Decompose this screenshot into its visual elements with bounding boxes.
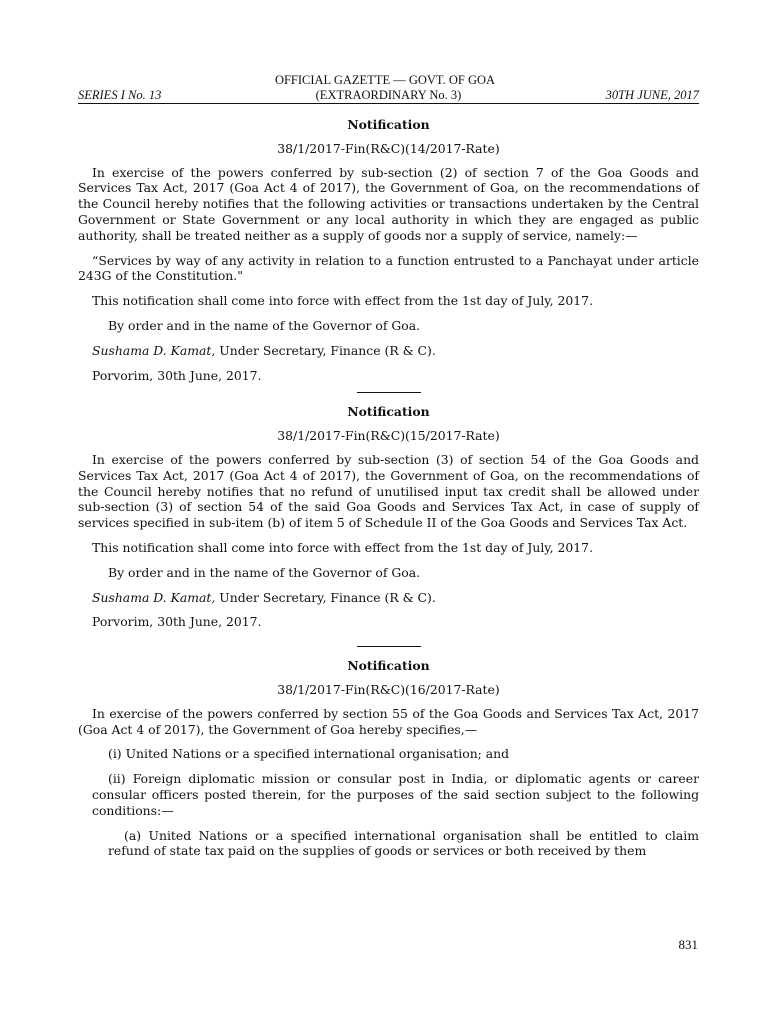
notification-paragraph: In exercise of the powers conferred by section 55 of the Goa Goods and Services Tax Act, 2017 (Goa Act 4 of 2017), the Government of Goa hereby specifies,— <box>78 705 699 737</box>
notification-quote: “Services by way of any activity in relation to a function entrusted to a Panchayat under article 243G of the Constitution." <box>78 252 699 284</box>
notification-signatory <box>78 590 699 606</box>
gazette-title: OFFICIAL GAZETTE — GOVT. OF GOA <box>274 73 496 87</box>
list-item-i: (i) United Nations or a specified international organisation; and <box>108 746 510 762</box>
gazette-series: SERIES I No. 13 <box>78 88 162 102</box>
signatory-title: Under Secretary, Finance (R & C). <box>215 589 436 605</box>
header-rule <box>78 103 699 104</box>
notification-place-date: Porvorim, 30th June, 2017. <box>92 614 262 630</box>
notification-paragraph: In exercise of the powers conferred by sub-section (2) of section 7 of the Goa Goods and Services Tax Act, 2017 (Goa Act 4 of 2017), the Government of Goa, on the recommendations of the Council hereby notifies that the following activities or transactions undertaken by the Central Government or State Government or any local authority in which they are engaged as public authority, shall be treated neither as a supply of goods nor a supply of service, namely:— <box>78 164 699 243</box>
notification-effective: This notification shall come into force with effect from the 1st day of July, 2017. <box>92 539 594 555</box>
gazette-header-row <box>78 87 699 103</box>
notification-paragraph: In exercise of the powers conferred by sub-section (3) of section 54 of the Goa Goods and Services Tax Act, 2017 (Goa Act 4 of 2017), the Government of Goa, on the recommendations of the Council hereby notifies that no refund of unutilised input tax credit shall be allowed under sub-section (3) of section 54 of the said Goa Goods and Services Tax Act, in case of supply of services specified in sub-item (b) of item 5 of Schedule II of the Goa Goods and Services Tax Act. <box>78 451 699 531</box>
notification-title: Notification <box>347 658 430 674</box>
notification-title: Notification <box>347 404 430 420</box>
signatory-name: Sushama D. Kamat, <box>92 589 216 605</box>
notification-place-date: Porvorim, 30th June, 2017. <box>92 367 262 383</box>
gazette-date: 30TH JUNE, 2017 <box>605 88 699 102</box>
notification-order: By order and in the name of the Governor of Goa. <box>108 317 421 333</box>
notification-ref: 38/1/2017-Fin(R&C)(16/2017-Rate) <box>277 681 500 697</box>
separator-rule <box>357 392 421 393</box>
signatory-name: Sushama D. Kamat, <box>92 342 216 358</box>
gazette-edition: (EXTRAORDINARY No. 3) <box>315 88 462 102</box>
notification-signatory <box>78 343 699 359</box>
notification-ref: 38/1/2017-Fin(R&C)(14/2017-Rate) <box>277 140 500 156</box>
notification-ref: 38/1/2017-Fin(R&C)(15/2017-Rate) <box>277 428 500 444</box>
document-body <box>78 116 699 868</box>
notification-title: Notification <box>347 117 430 132</box>
notification-order: By order and in the name of the Governor of Goa. <box>108 564 421 580</box>
page-number: 831 <box>678 937 698 952</box>
signatory-title: Under Secretary, Finance (R & C). <box>215 342 436 358</box>
list-item-ii: (ii) Foreign diplomatic mission or consular post in India, or diplomatic agents or career consular officers posted therein, for the purposes of the said section subject to the following conditions:— <box>92 771 699 818</box>
separator-rule <box>357 646 421 647</box>
notification-effective: This notification shall come into force with effect from the 1st day of July, 2017. <box>92 293 594 309</box>
list-item-a: (a) United Nations or a specified international organisation shall be entitled to claim refund of state tax paid on the supplies of goods or services or both received by them <box>108 827 699 859</box>
